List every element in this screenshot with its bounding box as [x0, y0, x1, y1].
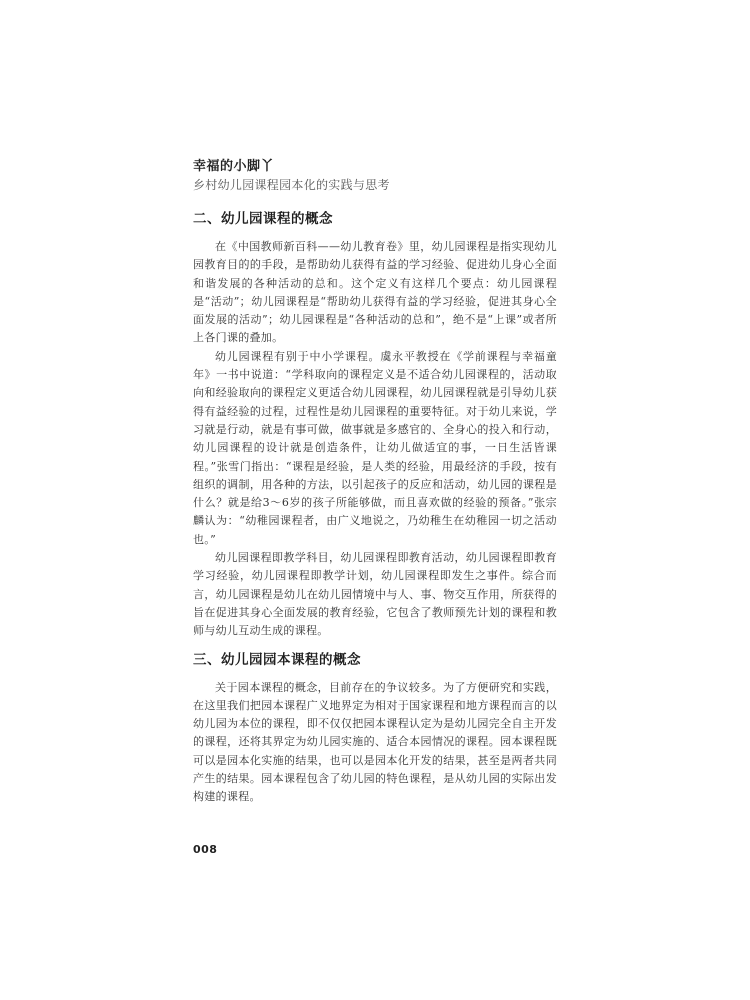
section-concept-of-curriculum: [193, 208, 557, 641]
body-paragraph: 幼儿园课程即教学科目，幼儿园课程即教育活动，幼儿园课程即教育学习经验，幼儿园课程即教学计划，幼儿园课程即发生之事件。综合而言，幼儿园课程是幼儿在幼儿园情境中与人、事、物交互作用，所获得的旨在促进其身心全面发展的教育经验，它包含了教师预先计划的课程和教师与幼儿互动生成的课程。: [193, 551, 557, 638]
body-paragraph: 关于园本课程的概念，目前存在的争议较多。为了方便研究和实践，在这里我们把园本课程广义地界定为相对于国家课程和地方课程而言的以幼儿园为本位的课程，即不仅仅把园本课程认定为是幼儿园完全自主开发的课程，还将其界定为幼儿园实施的、适合本园情况的课程。园本课程既可以是园本化实施的结果，也可以是园本化开发的结果，甚至是两者共同产生的结果。园本课程包含了幼儿园的特色课程，是从幼儿园的实际出发构建的课程。: [193, 680, 557, 804]
page-number: 008: [193, 843, 218, 856]
book-title: 幸福的小脚丫: [193, 159, 275, 174]
section-heading: 二、幼儿园课程的概念: [193, 211, 333, 227]
section-school-based-curriculum: [193, 649, 557, 807]
section-heading: 三、幼儿园园本课程的概念: [193, 651, 361, 668]
body-paragraph: 幼儿园课程有别于中小学课程。虞永平教授在《学前课程与幸福童年》一书中说道：“学科取向的课程定义是不适合幼儿园课程的，活动取向和经验取向的课程定义更适合幼儿园课程，幼儿园课程就是引导幼儿获得有益经验的过程，过程性是幼儿园课程的重要特征。对于幼儿来说，学习就是行动，就是有事可做，做事就是多感官的、全身心的投入和行动，幼儿园课程的设计就是创造条件，让幼儿做适宜的事，一日生活皆课程。”张雪门指出：“课程是经验，是人类的经验，用最经济的手段，按有组织的调制，用各种的方法，以引起孩子的反应和活动，幼儿园的课程是什么？就是给3～6岁的孩子所能够做，而且喜欢做的经验的预备。”张宗麟认为：“幼稚园课程者，由广义地说之，乃幼稚生在幼稚园一切之活动也。”: [193, 349, 557, 546]
page-content: [193, 208, 557, 807]
running-head: [193, 158, 393, 194]
body-paragraph: 在《中国教师新百科——幼儿教育卷》里，幼儿园课程是指实现幼儿园教育目的的手段，是帮助幼儿获得有益的学习经验、促进幼儿身心全面和谐发展的各种活动的总和。这个定义有这样几个要点：幼儿园课程是“活动”；幼儿园课程是“帮助幼儿获得有益的学习经验，促进其身心全面发展的活动”；幼儿园课程是“各种活动的总和”，绝不是“上课”或者所上各门课的叠加。: [193, 240, 557, 345]
book-subtitle: 乡村幼儿园课程园本化的实践与思考: [193, 178, 390, 192]
